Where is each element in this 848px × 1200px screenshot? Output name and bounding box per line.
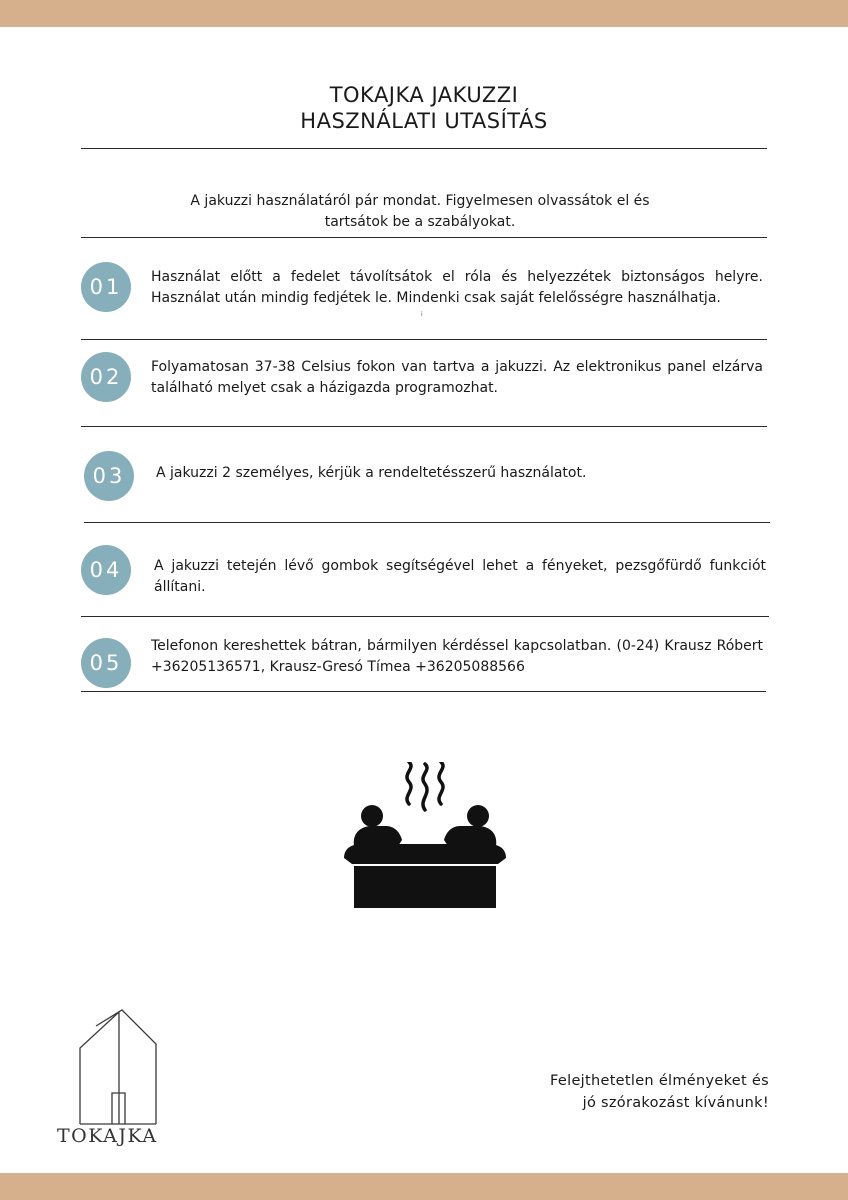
bottom-accent-band bbox=[0, 1173, 848, 1200]
divider bbox=[81, 616, 769, 617]
title-line-1: TOKAJKA JAKUZZI bbox=[329, 83, 519, 107]
page-title bbox=[0, 82, 848, 134]
divider bbox=[81, 691, 766, 692]
top-accent-band bbox=[0, 0, 848, 27]
divider bbox=[81, 148, 767, 149]
step-text: Használat előtt a fedelet távolítsátok el róla és helyezzétek biztonságos helyre. Használat után mindig fedjétek le. Mindenki csak saját felelősségre használhatja. bbox=[151, 269, 763, 306]
closing-line-1: Felejthetetlen élményeket és bbox=[550, 1073, 769, 1089]
house-logo-icon bbox=[74, 1008, 160, 1126]
step-text: A jakuzzi tetején lévő gombok segítségével lehet a fényeket, pezsgőfürdő funkciót állítani. bbox=[154, 558, 766, 595]
step-number-badge: 03 bbox=[84, 451, 134, 501]
divider bbox=[81, 339, 767, 340]
brand-name: TOKAJKA bbox=[57, 1125, 158, 1147]
step-text: Folyamatosan 37-38 Celsius fokon van tartva a jakuzzi. Az elektronikus panel elzárva található melyet csak a házigazda programozhat. bbox=[151, 359, 763, 396]
step-number-badge: 02 bbox=[81, 352, 131, 402]
intro-text bbox=[150, 191, 690, 233]
stray-mark: i bbox=[421, 311, 423, 318]
divider bbox=[84, 522, 770, 523]
title-line-2: HASZNÁLATI UTASÍTÁS bbox=[300, 109, 548, 133]
hot-tub-icon bbox=[340, 762, 510, 912]
closing-message bbox=[550, 1070, 769, 1114]
step-text: Telefonon kereshettek bátran, bármilyen kérdéssel kapcsolatban. (0-24) Krausz Róbert +36205136571, Krausz-Gresó Tímea +36205088566 bbox=[151, 638, 763, 675]
intro-line-1: A jakuzzi használatáról pár mondat. Figyelmesen olvassátok el és bbox=[190, 193, 650, 209]
intro-line-2: tartsátok be a szabályokat. bbox=[324, 214, 516, 230]
divider bbox=[81, 426, 767, 427]
closing-line-2: jó szórakozást kívánunk! bbox=[582, 1095, 769, 1111]
divider bbox=[81, 237, 767, 238]
step-number-badge: 01 bbox=[81, 262, 131, 312]
step-number-badge: 04 bbox=[81, 545, 131, 595]
step-text: A jakuzzi 2 személyes, kérjük a rendeltetésszerű használatot. bbox=[156, 465, 587, 481]
step-number-badge: 05 bbox=[81, 638, 131, 688]
